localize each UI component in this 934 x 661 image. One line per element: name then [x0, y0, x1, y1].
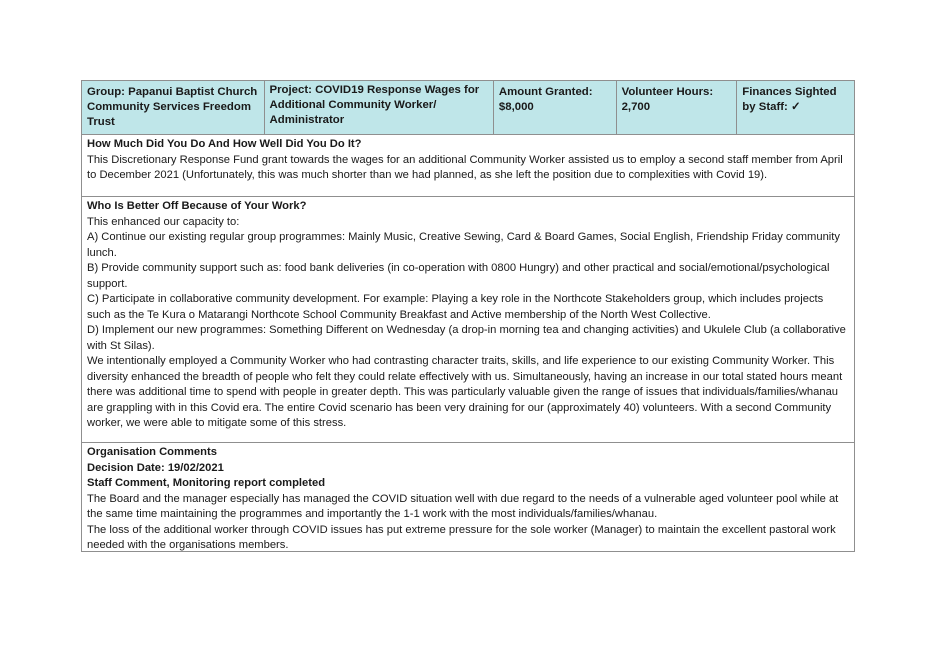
decision-date: Decision Date: 19/02/2021: [87, 461, 224, 474]
volunteer-hours-cell: [617, 81, 738, 134]
staff-comment-heading: Staff Comment, Monitoring report completed: [87, 477, 326, 489]
amount-cell: [494, 81, 617, 134]
volunteer-hours-label: Volunteer Hours:: [621, 86, 714, 98]
finances-sighted-label: Finances Sighted by Staff:: [742, 86, 837, 114]
amount-value: $8,000: [498, 101, 534, 114]
header-row: [82, 81, 854, 135]
item-a: A) Continue our existing regular group programmes: Mainly Music, Creative Sewing, Card & Board Games, Social English, Friendship Friday community lunch.: [87, 231, 840, 259]
how-much-section: [82, 135, 854, 197]
project-cell: Project: COVID19 Response Wages for Additional Community Worker/ Administrator: [265, 81, 494, 134]
how-much-text: This Discretionary Response Fund grant towards the wages for an additional Community Worker assisted us to employ a second staff member from April to December 2021 (Unfortunately, this was much shorter than we had planned, as she left the position due to complexities with Covid 19).: [87, 153, 843, 181]
organisation-comments-heading: Organisation Comments: [87, 446, 217, 458]
checkmark-icon: ✓: [791, 101, 801, 114]
who-better-off-section: [82, 197, 854, 443]
staff-comment-paragraph-1: The Board and the manager especially has managed the COVID situation well with due regard to the needs of a vulnerable aged volunteer pool while at the same time maintaining the programmes and importantly the 1-1 work with the most individuals/families/whanau.: [87, 492, 839, 520]
group-cell: Group: Papanui Baptist Church Community Services Freedom Trust: [82, 81, 265, 134]
item-c: C) Participate in collaborative community development. For example: Playing a key role in the Northcote Stakeholders group, which includes projects such as the Te Kura o Matarangi Northcote School Community Breakfast and Active membership of the North West Collective.: [87, 293, 824, 321]
amount-label: Amount Granted:: [498, 86, 593, 98]
who-better-off-closing: We intentionally employed a Community Worker who had contrasting character traits, skills, and life experience to our existing Community Worker. This diversity enhanced the breadth of people who felt they could relate effectively with us. Simultaneously, having an increase in our total stated hours meant there was additional time to spend with people in greater depth. This was particularly valuable given the range of issues that individuals/families/whanau are grappling with in this Covid era. The entire Covid scenario has been very draining for our (approximately 40) volunteers. With a second Community worker, we were able to mitigate some of this stress.: [87, 355, 843, 429]
who-better-off-heading: Who Is Better Off Because of Your Work?: [87, 200, 307, 212]
item-b: B) Provide community support such as: food bank deliveries (in co-operation with 0800 Hungry) and other practical and social/emotional/psychological support.: [87, 262, 830, 290]
staff-comment-paragraph-2: The loss of the additional worker through COVID issues has put extreme pressure for the sole worker (Manager) to maintain the excellent pastoral work needed with the organisations members.: [87, 523, 836, 551]
how-much-heading: How Much Did You Do And How Well Did You Do It?: [87, 138, 362, 150]
grant-report-table: [81, 80, 855, 552]
item-d: D) Implement our new programmes: Something Different on Wednesday (a drop-in morning tea and changing activities) and Ukulele Club (a collaborative with St Silas).: [87, 324, 846, 352]
organisation-comments-section: [82, 443, 854, 551]
who-better-off-intro: This enhanced our capacity to:: [87, 215, 240, 228]
finances-sighted-cell: [737, 81, 854, 134]
volunteer-hours-value: 2,700: [621, 101, 651, 114]
